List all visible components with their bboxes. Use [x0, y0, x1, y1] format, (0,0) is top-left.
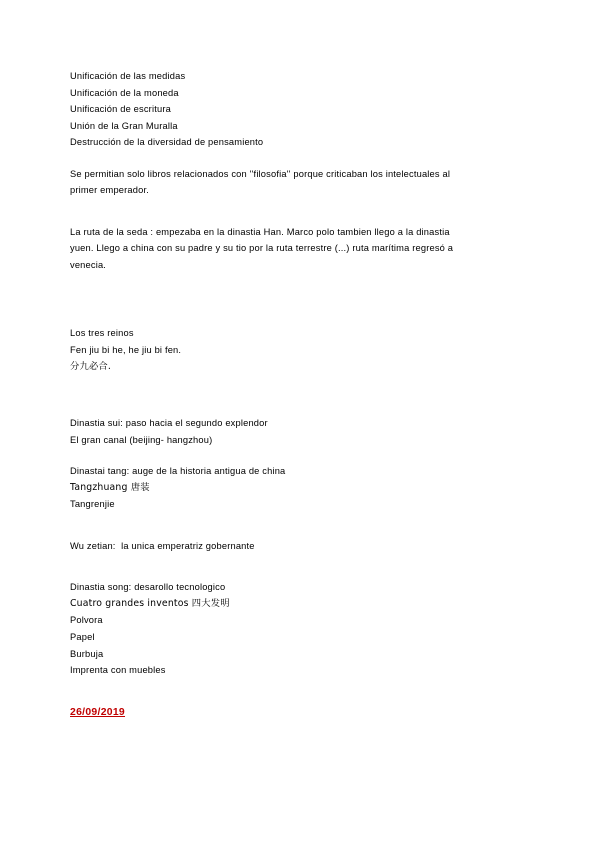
paragraph-spacer: [70, 554, 530, 579]
text-line: yuen. Llego a china con su padre y su tio por la ruta terrestre (...) ruta marítima regresó a: [70, 243, 454, 254]
date-stamp-block: [70, 704, 530, 723]
text-block-tang-dynasty: [70, 463, 530, 513]
text-block-song-dynasty: [70, 579, 530, 678]
text-line: Wu zetian: la unica emperatriz gobernante: [70, 540, 255, 551]
paragraph-spacer: [70, 679, 530, 704]
text-line: Tangrenjie: [70, 499, 115, 510]
text-line: El gran canal (beijing- hangzhou): [70, 434, 213, 445]
text-line: Dinastia sui: paso hacia el segundo explendor: [70, 418, 268, 429]
paragraph-spacer: [70, 199, 530, 224]
text-block-philosophy-note: [70, 166, 530, 199]
text-line: Unificación de las medidas: [70, 71, 186, 81]
text-line: primer emperador.: [70, 185, 150, 196]
text-line: Papel: [70, 632, 95, 643]
text-line-chinese: Tangzhuang 唐装: [70, 481, 150, 493]
text-line: Se permitian solo libros relacionados con ''filosofia'' porque criticaban los intelectuales al: [70, 168, 451, 179]
text-line: Polvora: [70, 615, 103, 626]
date-stamp: 26/09/2019: [70, 706, 126, 718]
document-body: [70, 68, 530, 722]
text-line: Unificación de escritura: [70, 104, 171, 115]
text-block-silk-road: [70, 224, 530, 274]
paragraph-spacer: [70, 375, 530, 415]
text-line-chinese: 分九必合.: [70, 360, 112, 372]
text-line: Dinastai tang: auge de la historia antigua de china: [70, 466, 286, 477]
paragraph-spacer: [70, 513, 530, 538]
paragraph-spacer: [70, 151, 530, 166]
text-block-wu-zetian: [70, 538, 530, 555]
text-line: Los tres reinos: [70, 328, 134, 339]
paragraph-spacer: [70, 273, 530, 325]
text-line: venecia.: [70, 259, 107, 270]
text-line: Destrucción de la diversidad de pensamiento: [70, 137, 264, 148]
text-block-three-kingdoms: [70, 325, 530, 375]
text-line: La ruta de la seda : empezaba en la dinastia Han. Marco polo tambien llego a la dinastia: [70, 226, 450, 237]
text-line: Unión de la Gran Muralla: [70, 120, 178, 131]
paragraph-spacer: [70, 448, 530, 463]
text-line: Dinastia song: desarollo tecnologico: [70, 582, 226, 593]
text-line-chinese: Cuatro grandes inventos 四大发明: [70, 597, 230, 609]
text-line: Burbuja: [70, 648, 104, 659]
text-line: Imprenta con muebles: [70, 665, 166, 676]
text-block-sui-dynasty: [70, 415, 530, 448]
text-block-unification-list: [70, 68, 530, 151]
text-line: Fen jiu bi he, he jiu bi fen.: [70, 345, 182, 356]
text-line: Unificación de la moneda: [70, 87, 179, 98]
